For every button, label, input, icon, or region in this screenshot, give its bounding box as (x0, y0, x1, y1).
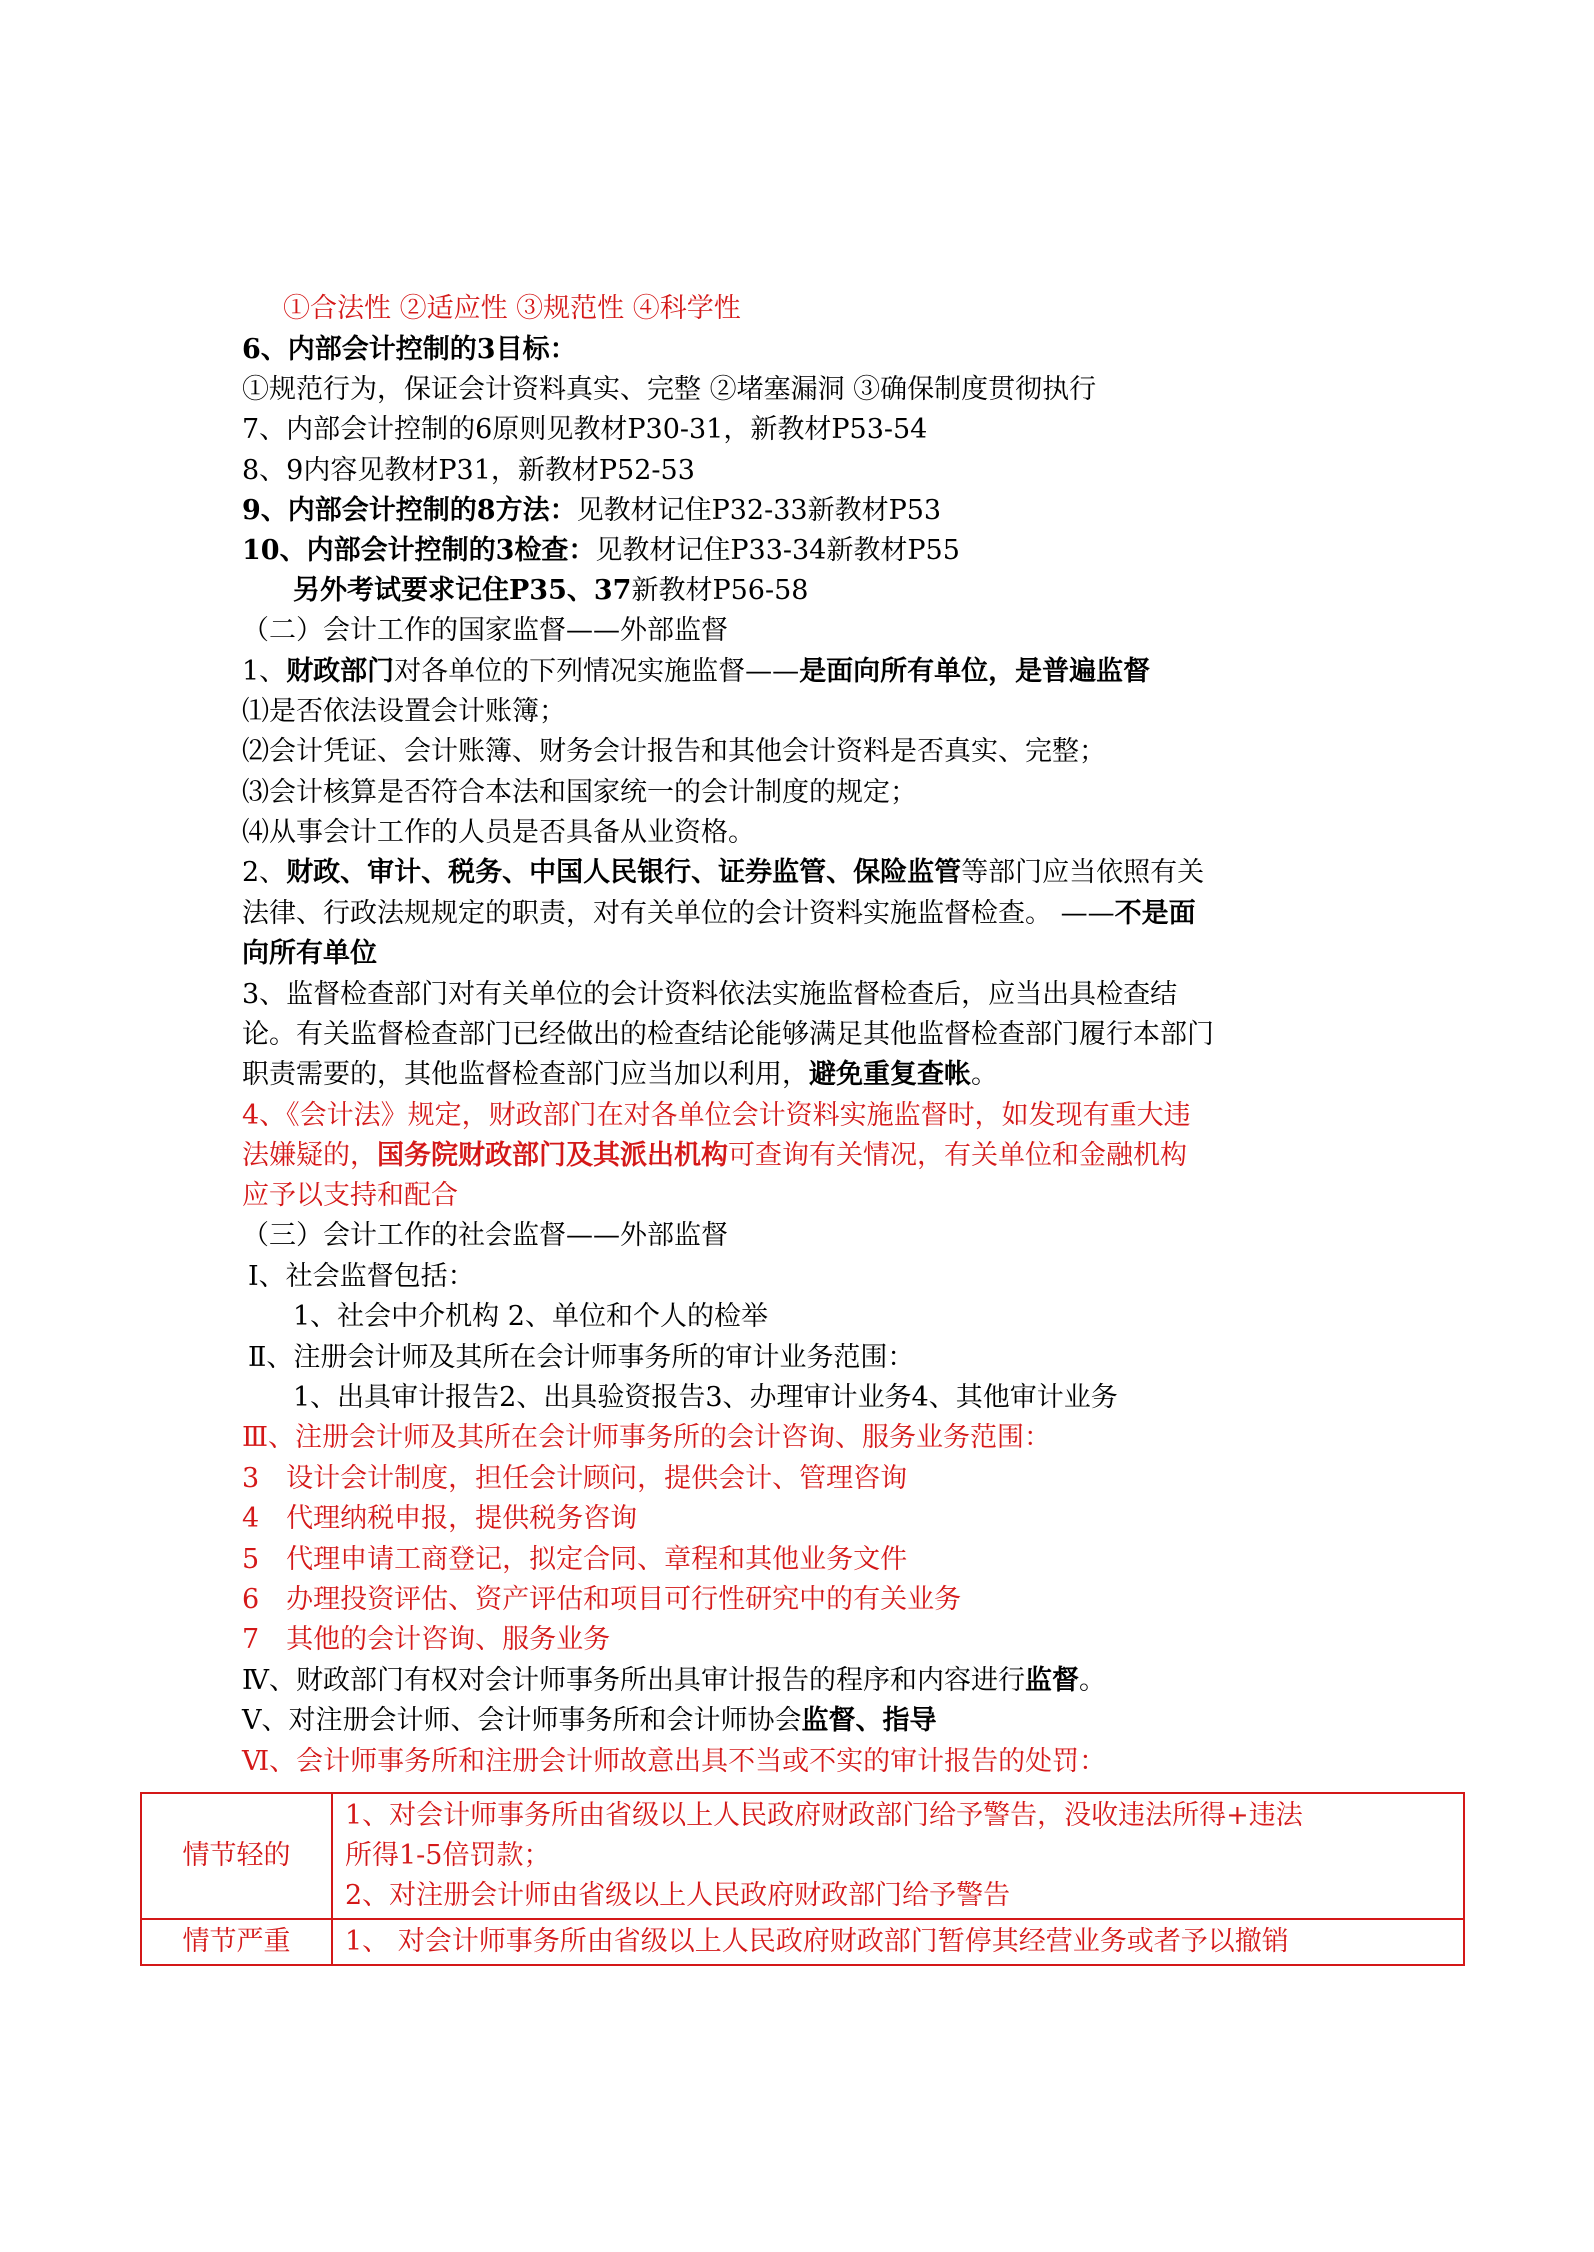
principles-line: ①合法性 ②适应性 ③规范性 ④科学性 (283, 293, 741, 324)
section-heading: （三）会计工作的社会监督——外部监督 (242, 1220, 728, 1251)
text-line: Ⅰ、社会监督包括： (248, 1261, 475, 1292)
penalty-table (140, 1792, 1465, 1966)
text-line: ⑴是否依法设置会计账簿； (242, 696, 566, 727)
text-line: 8、9内容见教材P31，新教材P52-53 (242, 455, 695, 486)
text-line: 10、内部会计控制的3检查：见教材记住P33-34新教材P55 (242, 535, 960, 566)
table-cell-label: 情节严重 (141, 1919, 332, 1965)
table-row (141, 1919, 1464, 1965)
text-line: ⑶会计核算是否符合本法和国家统一的会计制度的规定； (242, 777, 917, 808)
table-cell: 1、 对会计师事务所由省级以上人民政府财政部门暂停其经营业务或者予以撤销 (332, 1919, 1464, 1965)
text-line: ⑷从事会计工作的人员是否具备从业资格。 (242, 817, 755, 848)
red-text-line: Ⅵ、会计师事务所和注册会计师故意出具不当或不实的审计报告的处罚： (242, 1746, 1107, 1777)
table-cell-label: 情节轻的 (141, 1793, 332, 1919)
red-text-line: 4、《会计法》规定，财政部门在对各单位会计资料实施监督时，如发现有重大违 (242, 1100, 1191, 1131)
text-line: 9、内部会计控制的8方法：见教材记住P32-33新教材P53 (242, 495, 942, 526)
red-text-line: 4 代理纳税申报，提供税务咨询 (242, 1503, 638, 1534)
text-line: 向所有单位 (242, 938, 377, 969)
red-text-line: 3 设计会计制度，担任会计顾问，提供会计、管理咨询 (242, 1463, 908, 1494)
red-text-line: Ⅲ、注册会计师及其所在会计师事务所的会计咨询、服务业务范围： (242, 1422, 1052, 1453)
red-text-line: 应予以支持和配合 (242, 1180, 458, 1211)
text-line: 论。有关监督检查部门已经做出的检查结论能够满足其他监督检查部门履行本部门 (242, 1019, 1214, 1050)
text-line: 1、社会中介机构 2、单位和个人的检举 (293, 1301, 768, 1332)
heading-objectives: 6、内部会计控制的3目标： (242, 334, 577, 365)
text-line: 职责需要的，其他监督检查部门应当加以利用，避免重复查帐。 (242, 1059, 998, 1090)
text-line: 7、内部会计控制的6原则见教材P30-31，新教材P53-54 (242, 414, 928, 445)
text-line: ①规范行为，保证会计资料真实、完整 ②堵塞漏洞 ③确保制度贯彻执行 (242, 374, 1097, 405)
text-line: 另外考试要求记住P35、37新教材P56-58 (293, 575, 809, 606)
text-line: ⑵会计凭证、会计账簿、财务会计报告和其他会计资料是否真实、完整； (242, 736, 1106, 767)
red-text-line: 7 其他的会计咨询、服务业务 (242, 1624, 611, 1655)
table-cell: 1、对会计师事务所由省级以上人民政府财政部门给予警告，没收违法所得+违法 所得1-5倍罚款； 2、对注册会计师由省级以上人民政府财政部门给予警告 (332, 1793, 1464, 1919)
red-text-line: 5 代理申请工商登记，拟定合同、章程和其他业务文件 (242, 1544, 908, 1575)
table-row (141, 1793, 1464, 1919)
text-line: Ⅴ、对注册会计师、会计师事务所和会计师协会监督、指导 (242, 1705, 937, 1736)
red-text-line: 6 办理投资评估、资产评估和项目可行性研究中的有关业务 (242, 1584, 962, 1615)
text-line: 2、财政、审计、税务、中国人民银行、证券监管、保险监管等部门应当依照有关 (242, 857, 1205, 888)
text-line: Ⅱ、注册会计师及其所在会计师事务所的审计业务范围： (248, 1342, 915, 1373)
text-line: 1、财政部门对各单位的下列情况实施监督——是面向所有单位，是普遍监督 (242, 656, 1151, 687)
red-text-line: 法嫌疑的，国务院财政部门及其派出机构可查询有关情况，有关单位和金融机构 (242, 1140, 1187, 1171)
text-line: Ⅳ、财政部门有权对会计师事务所出具审计报告的程序和内容进行监督。 (242, 1665, 1106, 1696)
section-heading: （二）会计工作的国家监督——外部监督 (242, 615, 728, 646)
text-line: 法律、行政法规规定的职责，对有关单位的会计资料实施监督检查。 ——不是面 (242, 898, 1196, 929)
text-line: 3、监督检查部门对有关单位的会计资料依法实施监督检查后，应当出具检查结 (242, 979, 1178, 1010)
text-line: 1、出具审计报告2、出具验资报告3、办理审计业务4、其他审计业务 (293, 1382, 1118, 1413)
